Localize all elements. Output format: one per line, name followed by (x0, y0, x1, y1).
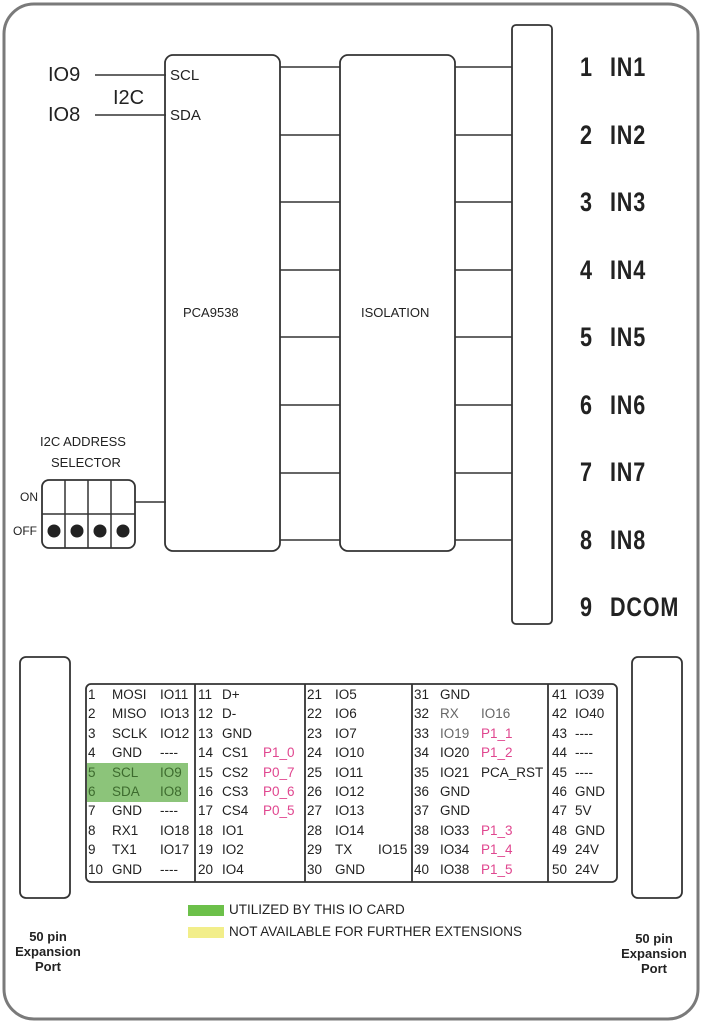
pin-number: 14 (198, 745, 214, 761)
pin-number: 12 (198, 706, 214, 722)
pin-function: IO11 (160, 687, 189, 702)
port-label-line: Port (641, 960, 667, 976)
port-label-line: Expansion (15, 943, 81, 959)
switch-3-off (94, 525, 107, 538)
pin-name: IO33 (440, 822, 470, 838)
pin-name: GND (440, 803, 470, 819)
pin-function: P0_7 (263, 764, 295, 780)
pin-number: 37 (414, 803, 430, 819)
unavailable-swatch (188, 927, 224, 938)
pin-name: ---- (575, 745, 593, 761)
pin-name: IO13 (335, 803, 365, 819)
pin-function: P1_4 (481, 842, 513, 858)
pin-function: IO15 (378, 842, 408, 858)
pin-number: 3 (88, 725, 96, 741)
pin-name: GND (112, 861, 142, 877)
pin-name: D- (222, 706, 237, 722)
pin-number: 21 (307, 687, 323, 702)
pin-number: 4 (88, 745, 96, 761)
off-label: OFF (13, 524, 37, 538)
pin-name: IO19 (440, 725, 470, 741)
pin-number: 24 (307, 745, 323, 761)
output-number: 8 (580, 524, 593, 555)
pin-name: 24V (575, 842, 600, 858)
pin-number: 22 (307, 706, 323, 722)
pin-function: IO17 (160, 842, 190, 858)
pin-function: P1_0 (263, 745, 295, 761)
selector-title-2: SELECTOR (51, 455, 121, 470)
pin-name: IO7 (335, 725, 357, 741)
port-label-line: 50 pin (635, 931, 673, 946)
pin-number: 31 (414, 687, 430, 702)
pin-function: IO9 (160, 764, 182, 780)
left-expansion-port (20, 657, 70, 898)
pin-function: IO16 (481, 706, 511, 722)
pin-number: 20 (198, 861, 214, 877)
pin-number: 7 (88, 803, 96, 819)
pin-number: 50 (552, 861, 568, 877)
pin-function: IO18 (160, 822, 190, 838)
right-expansion-port (632, 657, 682, 898)
pin-number: 47 (552, 803, 568, 819)
pin-number: 30 (307, 861, 323, 877)
pin-name: IO5 (335, 687, 357, 702)
pin-number: 19 (198, 842, 214, 858)
port-label-line: 50 pin (29, 929, 67, 944)
pin-name: IO12 (335, 784, 365, 799)
pin-name: SCLK (112, 725, 148, 741)
pca-box (165, 55, 280, 551)
pin-number: 27 (307, 803, 323, 819)
pin-number: 48 (552, 822, 568, 838)
pin-function: ---- (160, 803, 178, 819)
pin-number: 25 (307, 764, 323, 780)
output-number: 4 (580, 254, 593, 285)
pin-number: 15 (198, 764, 214, 780)
pin-name: RX1 (112, 822, 139, 838)
switch-2-off (71, 525, 84, 538)
pin-number: 1 (88, 687, 96, 702)
output-label-in7: IN7 (610, 457, 647, 487)
right-port-label (609, 932, 699, 977)
legend-utilized: UTILIZED BY THIS IO CARD (229, 902, 405, 917)
pin-name: IO40 (575, 706, 605, 722)
pin-name: TX1 (112, 842, 137, 858)
pin-number: 28 (307, 822, 323, 838)
pin-number: 46 (552, 784, 568, 799)
pin-number: 40 (414, 861, 430, 877)
output-label-dcom: DCOM (610, 592, 680, 622)
pin-number: 17 (198, 803, 214, 819)
pin-name: IO38 (440, 861, 470, 877)
pin-name: IO4 (222, 861, 244, 877)
pin-number: 11 (198, 687, 213, 702)
pin-function: IO12 (160, 725, 190, 741)
pin-function: IO8 (160, 784, 182, 799)
pin-name: CS4 (222, 803, 249, 819)
pin-name: MOSI (112, 687, 147, 702)
output-number: 7 (580, 457, 593, 487)
pin-name: GND (575, 822, 605, 838)
pin-name: IO6 (335, 706, 357, 722)
pin-name: GND (575, 784, 605, 799)
pin-name: IO34 (440, 842, 470, 858)
pin-number: 26 (307, 784, 323, 799)
selector-title: I2C ADDRESS (40, 434, 126, 449)
pin-name: GND (112, 745, 142, 761)
pin-number: 2 (88, 706, 96, 722)
pin-name: 24V (575, 861, 600, 877)
pin-function: P0_5 (263, 803, 295, 819)
pin-name: IO20 (440, 745, 470, 761)
switch-4-off (117, 525, 130, 538)
pin-number: 43 (552, 725, 568, 741)
pca9538-label: PCA9538 (183, 305, 239, 320)
io9-label: IO9 (48, 64, 81, 86)
pin-name: TX (335, 842, 353, 858)
output-label-in3: IN3 (610, 187, 647, 217)
pin-number: 9 (88, 842, 96, 858)
pin-name: SCL (112, 764, 139, 780)
left-port-label (3, 930, 93, 975)
pin-number: 6 (88, 784, 96, 799)
pin-function: P1_5 (481, 861, 513, 877)
pin-name: IO21 (440, 764, 470, 780)
output-label-in1: IN1 (610, 52, 647, 82)
pin-number: 44 (552, 745, 568, 761)
pin-name: GND (222, 725, 252, 741)
output-label-in4: IN4 (610, 254, 647, 285)
pin-number: 23 (307, 725, 323, 741)
pin-name: MISO (112, 706, 147, 722)
pin-name: RX (440, 706, 459, 722)
pin-number: 34 (414, 745, 430, 761)
pin-number: 42 (552, 706, 568, 722)
pin-number: 10 (88, 861, 104, 877)
pin-function: PCA_RST (481, 764, 544, 780)
pin-name: 5V (575, 803, 592, 819)
pin-name: IO1 (222, 822, 244, 838)
port-label-line: Expansion (621, 945, 687, 961)
pin-name: ---- (575, 725, 593, 741)
pin-name: D+ (222, 687, 240, 702)
pin-name: ---- (575, 764, 593, 780)
terminal-block (512, 25, 552, 624)
output-number: 6 (580, 389, 593, 420)
pin-name: GND (335, 861, 365, 877)
pin-function: IO13 (160, 706, 190, 722)
sda-label: SDA (170, 107, 201, 124)
pin-name: GND (440, 784, 470, 799)
output-number: 9 (580, 592, 593, 622)
pin-name: CS3 (222, 784, 249, 799)
pin-name: IO2 (222, 842, 244, 858)
pin-number: 39 (414, 842, 430, 858)
pin-number: 49 (552, 842, 568, 858)
port-label-line: Port (35, 958, 61, 974)
pin-number: 32 (414, 706, 430, 722)
utilized-swatch (188, 905, 224, 916)
pin-number: 38 (414, 822, 430, 838)
output-label-in8: IN8 (610, 524, 647, 555)
pin-function: P1_3 (481, 822, 513, 838)
pin-name: SDA (112, 784, 140, 799)
pin-function: ---- (160, 745, 178, 761)
pin-number: 29 (307, 842, 323, 858)
output-label-in2: IN2 (610, 119, 647, 150)
output-number: 1 (580, 52, 593, 82)
output-number: 3 (580, 187, 593, 217)
pin-function: ---- (160, 861, 178, 877)
i2c-label: I2C (113, 87, 145, 109)
pin-number: 45 (552, 764, 568, 780)
pin-number: 33 (414, 725, 430, 741)
pin-function: P1_2 (481, 745, 513, 761)
pin-name: GND (112, 803, 142, 819)
output-number: 2 (580, 119, 593, 150)
pin-number: 13 (198, 725, 214, 741)
pin-name: IO14 (335, 822, 365, 838)
pin-number: 35 (414, 764, 430, 780)
pin-function: P1_1 (481, 725, 513, 741)
output-label-in5: IN5 (610, 322, 647, 352)
on-label: ON (20, 490, 38, 504)
pin-name: CS2 (222, 764, 249, 780)
pin-name: GND (440, 687, 470, 702)
pin-number: 5 (88, 764, 96, 780)
pin-name: IO39 (575, 687, 605, 702)
pin-name: IO11 (335, 764, 364, 780)
pin-number: 16 (198, 784, 214, 799)
output-label-in6: IN6 (610, 389, 647, 420)
io8-label: IO8 (48, 104, 81, 126)
isolation-box (340, 55, 455, 551)
pin-number: 36 (414, 784, 430, 799)
pin-number: 18 (198, 822, 214, 838)
switch-1-off (48, 525, 61, 538)
pin-name: IO10 (335, 745, 365, 761)
pin-number: 41 (552, 687, 568, 702)
isolation-label: ISOLATION (361, 305, 430, 320)
legend-unavailable: NOT AVAILABLE FOR FURTHER EXTENSIONS (229, 924, 523, 939)
pin-number: 8 (88, 822, 96, 838)
output-number: 5 (580, 322, 593, 352)
pin-function: P0_6 (263, 784, 295, 799)
pin-name: CS1 (222, 745, 249, 761)
scl-label: SCL (170, 67, 200, 84)
